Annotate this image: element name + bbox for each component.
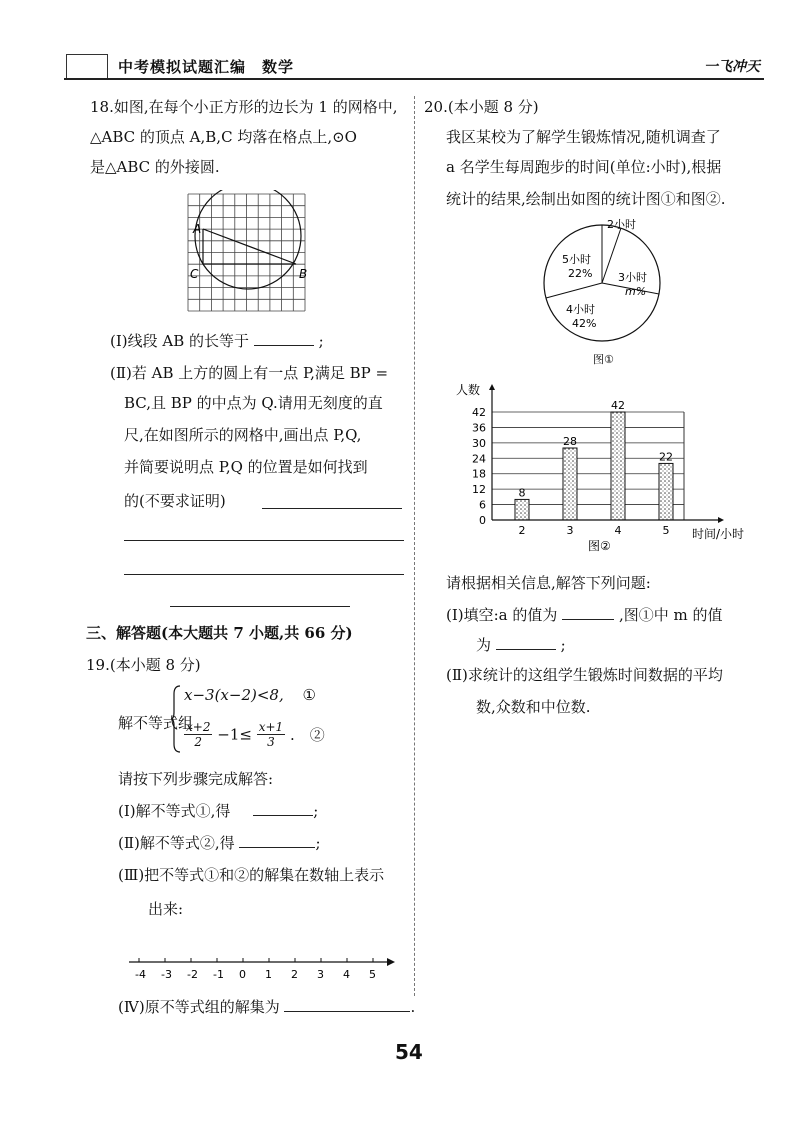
q18-answer-line-2[interactable]: [124, 526, 404, 541]
q19-frac1: $\frac{x+2}{2}$: [186, 720, 211, 749]
pie-label-5h: 5小时: [562, 253, 591, 266]
bar: [659, 463, 673, 520]
q18-stem-2: △ABC 的顶点 A,B,C 均落在格点上,⊙O: [90, 128, 357, 146]
number-line-label: -4: [135, 968, 146, 981]
q19-step4: (Ⅳ)原不等式组的解集为 .: [118, 998, 416, 1016]
number-line-label: 3: [317, 968, 324, 981]
q18-grid-figure: [180, 190, 320, 322]
number-line: [125, 952, 395, 988]
q20-p1: 我区某校为了解学生锻炼情况,随机调查了: [446, 128, 721, 146]
x-axis-arrow: [718, 517, 724, 523]
bar: [515, 499, 529, 520]
y-tick-label: 12: [472, 483, 486, 497]
q20-a1-blank[interactable]: [562, 605, 614, 620]
q18-part2-l1: (Ⅱ)若 AB 上方的圆上有一点 P,满足 BP =: [110, 364, 389, 382]
q20-a1: [446, 604, 723, 626]
q18-stem-3: 是△ABC 的外接圆.: [90, 158, 220, 176]
number-line-label: -2: [187, 968, 198, 981]
number-line-label: -3: [161, 968, 172, 981]
column-divider: [414, 96, 416, 996]
pie-pct-5h: 22%: [568, 267, 593, 280]
triangle-abc: [203, 229, 296, 264]
q20-a1b-blank[interactable]: [496, 635, 556, 650]
number-line-label: 4: [343, 968, 350, 981]
q19-step3a: (Ⅲ)把不等式①和②的解集在数轴上表示: [118, 866, 385, 884]
q19-step4-text: (Ⅳ)原不等式组的解集为: [118, 998, 280, 1016]
q19-ineq1-text: x−3(x−2)<8,: [184, 686, 284, 704]
bar-chart-bars: [515, 399, 673, 520]
q19-ineq2: [184, 720, 325, 749]
header-rule: [64, 78, 764, 80]
q19-step1: (Ⅰ)解不等式①,得 ;: [118, 802, 319, 820]
bar-chart-axis: [456, 382, 744, 553]
q20-title: 20.(本小题 8 分): [424, 98, 539, 116]
x-tick-label: 2: [518, 524, 526, 537]
pie-label-4h: 4小时: [566, 303, 595, 316]
q19-step2: (Ⅱ)解不等式②,得 ;: [118, 834, 321, 852]
y-axis-arrow: [489, 384, 495, 390]
label-a: A: [193, 222, 202, 236]
label-c: C: [190, 267, 199, 281]
y-tick-label: 42: [472, 406, 486, 419]
q19-step3b: 出来:: [148, 900, 184, 918]
q18-part1: [110, 330, 324, 352]
number-line-label: 0: [239, 968, 246, 981]
q19-ineq2-mid: −1≤: [217, 725, 252, 744]
pie-label-3h: 3小时: [618, 271, 647, 284]
q20-p3: 统计的结果,绘制出如图的统计图①和图②.: [446, 190, 726, 208]
page-number: 54: [395, 1040, 423, 1064]
q18-part2-l2: BC,且 BP 的中点为 Q.请用无刻度的直: [124, 394, 383, 412]
header-logo: [66, 54, 108, 80]
bar-data-label: 22: [659, 450, 673, 464]
q20-a1b-text: 为: [476, 636, 492, 654]
q18-part2-l5-text: 的(不要求证明): [124, 492, 226, 510]
bar: [563, 448, 577, 520]
q19-ineq1-tag: ①: [302, 686, 316, 704]
q19-steps: 请按下列步骤完成解答:: [118, 770, 274, 788]
q18-answer-line-1[interactable]: [262, 494, 402, 509]
header-brand: 一飞冲天: [704, 59, 760, 75]
pie-divider-4: [546, 283, 602, 298]
q19-ineq2-tag: . ②: [289, 726, 325, 744]
q19-step4-blank[interactable]: [284, 997, 410, 1012]
pie-caption: 图①: [593, 353, 614, 366]
bar-data-label: 8: [518, 486, 526, 500]
bar-data-label: 28: [563, 435, 577, 448]
bar: [611, 412, 625, 520]
number-line-arrow: [387, 958, 395, 966]
x-tick-label: 4: [614, 524, 622, 537]
q20-a2a: (Ⅱ)求统计的这组学生锻炼时间数据的平均: [446, 666, 723, 684]
q18-part1-blank[interactable]: [254, 331, 314, 346]
label-b: B: [299, 267, 308, 281]
bar-data-label: 42: [611, 399, 625, 412]
bar-chart: [448, 380, 778, 555]
q19-title: 19.(本小题 8 分): [86, 656, 201, 674]
number-line-label: 1: [265, 968, 272, 981]
q19-intro: 解不等式组: [118, 714, 194, 732]
q20-a2b: 数,众数和中位数.: [476, 698, 591, 716]
x-tick-label: 5: [662, 524, 670, 537]
q20-ask: 请根据相关信息,解答下列问题:: [446, 574, 651, 592]
grid-lines: [188, 194, 308, 311]
q18-part2-l4: 并简要说明点 P,Q 的位置是如何找到: [124, 458, 368, 476]
q18-part2-l3: 尺,在如图所示的网格中,画出点 P,Q,: [124, 426, 362, 444]
y-tick-label: 36: [472, 421, 486, 435]
number-line-label: 5: [369, 968, 376, 981]
q18-part1-text: (Ⅰ)线段 AB 的长等于: [110, 332, 250, 350]
q18-stem-1: 18.如图,在每个小正方形的边长为 1 的网格中,: [90, 98, 398, 116]
system-brace: [170, 684, 182, 754]
q20-a1b: [476, 634, 566, 656]
pie-label-2h: 2小时: [607, 218, 636, 231]
y-tick-label: 24: [472, 452, 486, 466]
y-axis-label: 人数: [456, 383, 481, 397]
q18-answer-line-4[interactable]: [170, 592, 350, 607]
pie-pct-3h: m%: [625, 285, 647, 298]
q19-frac2: $\frac{x+1}{3}$: [258, 720, 284, 749]
y-tick-label: 6: [479, 498, 486, 512]
q20-a1b-end: ;: [560, 636, 566, 654]
y-tick-label: 18: [472, 467, 486, 481]
q20-a1-mid: ,图①中 m 的值: [618, 606, 723, 624]
bar-chart-caption: 图②: [588, 539, 611, 553]
q18-part2-l5: [124, 490, 226, 512]
number-line-label: 2: [291, 968, 298, 981]
x-tick-label: 3: [566, 524, 574, 537]
q20-p2: a 名学生每周跑步的时间(单位:小时),根据: [446, 158, 722, 176]
y-tick-label: 0: [479, 514, 486, 527]
pie-pct-4h: 42%: [572, 317, 597, 330]
q19-ineq1: [184, 684, 316, 706]
q19-step2-blank[interactable]: [239, 833, 315, 848]
pie-chart: [530, 215, 680, 370]
q18-answer-line-3[interactable]: [124, 560, 404, 575]
q19-step1-text: (Ⅰ)解不等式①,得: [118, 802, 231, 820]
q19-step1-blank[interactable]: [253, 801, 313, 816]
header-title: 中考模拟试题汇编 数学: [118, 58, 295, 76]
y-tick-label: 30: [472, 436, 486, 450]
circumcircle: [195, 190, 301, 289]
x-axis-label: 时间/小时: [692, 527, 745, 541]
number-line-label: -1: [213, 968, 224, 981]
section3-title: 三、解答题(本大题共 7 小题,共 66 分): [86, 624, 353, 642]
q20-a1-text: (Ⅰ)填空:a 的值为: [446, 606, 558, 624]
q18-part1-end: ;: [318, 332, 324, 350]
q19-step2-text: (Ⅱ)解不等式②,得: [118, 834, 235, 852]
